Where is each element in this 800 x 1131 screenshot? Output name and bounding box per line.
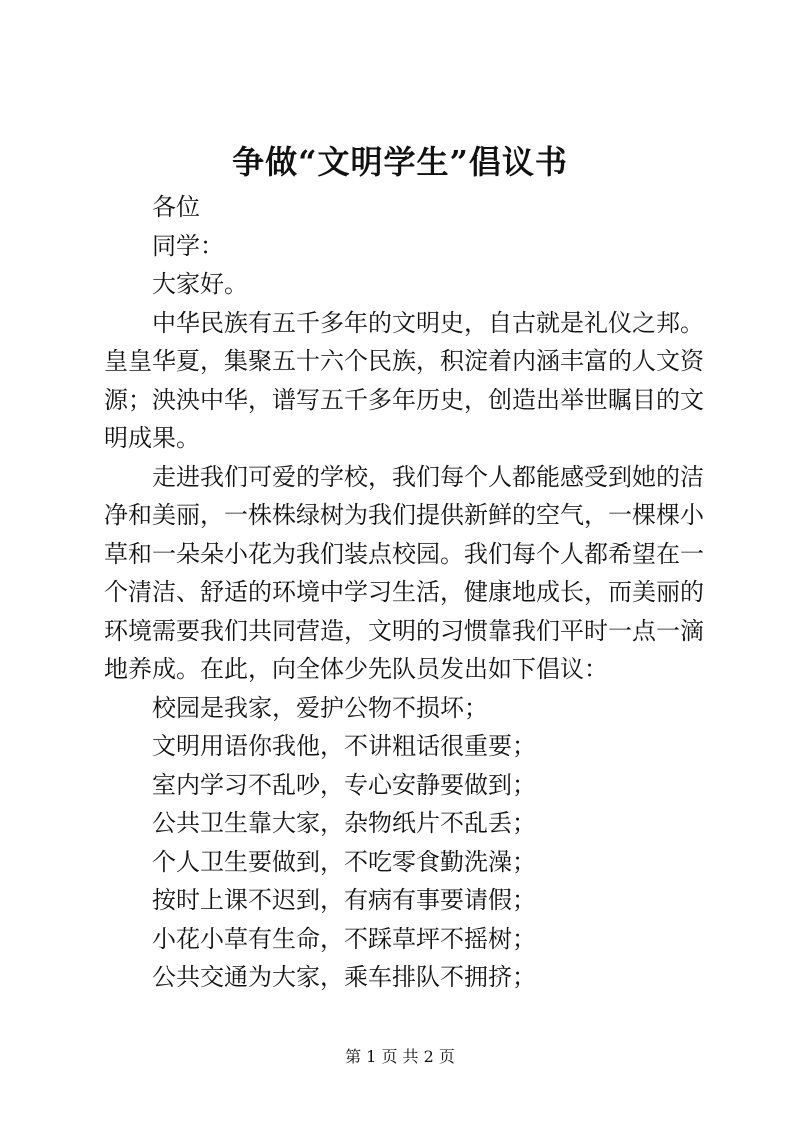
greeting-line: 同学： — [152, 231, 224, 260]
pledge-line: 校园是我家，爱护公物不损坏； — [152, 693, 488, 722]
greeting-line: 各位 — [152, 193, 200, 221]
pledge-line: 室内学习不乱吵，专心安静要做到； — [152, 770, 536, 799]
pledge-line: 个人卫生要做到，不吃零食勤洗澡； — [152, 847, 536, 876]
document-body — [104, 188, 704, 997]
pledge-line: 公共卫生靠大家，杂物纸片不乱丢； — [152, 809, 536, 837]
paragraph: 中华民族有五千多年的文明史，自古就是礼仪之邦。皇皇华夏，集聚五十六个民族，积淀着内涵丰富的人文资源；泱泱中华，谱写五千多年历史，创造出举世瞩目的文明成果。 — [104, 308, 704, 452]
pledge-line: 小花小草有生命，不踩草坪不摇树； — [152, 924, 536, 953]
pledge-line: 文明用语你我他，不讲粗话很重要； — [152, 732, 536, 760]
document-title: 争做“文明学生”倡议书 — [232, 143, 568, 181]
pledge-line: 公共交通为大家，乘车排队不拥挤； — [152, 963, 536, 991]
pledge-line: 按时上课不迟到，有病有事要请假； — [152, 886, 536, 914]
greeting-line: 大家好。 — [152, 270, 248, 298]
page-number-footer: 第 1 页 共 2 页 — [345, 1047, 455, 1066]
paragraph: 走进我们可爱的学校，我们每个人都能感受到她的洁净和美丽，一株株绿树为我们提供新鲜的空气，一棵棵小草和一朵朵小花为我们装点校园。我们每个人都希望在一个清洁、舒适的环境中学习生活，健康地成长，而美丽的环境需要我们共同营造，文明的习惯靠我们平时一点一滴地养成。在此，向全体少先队员发出如下倡议： — [104, 462, 704, 683]
